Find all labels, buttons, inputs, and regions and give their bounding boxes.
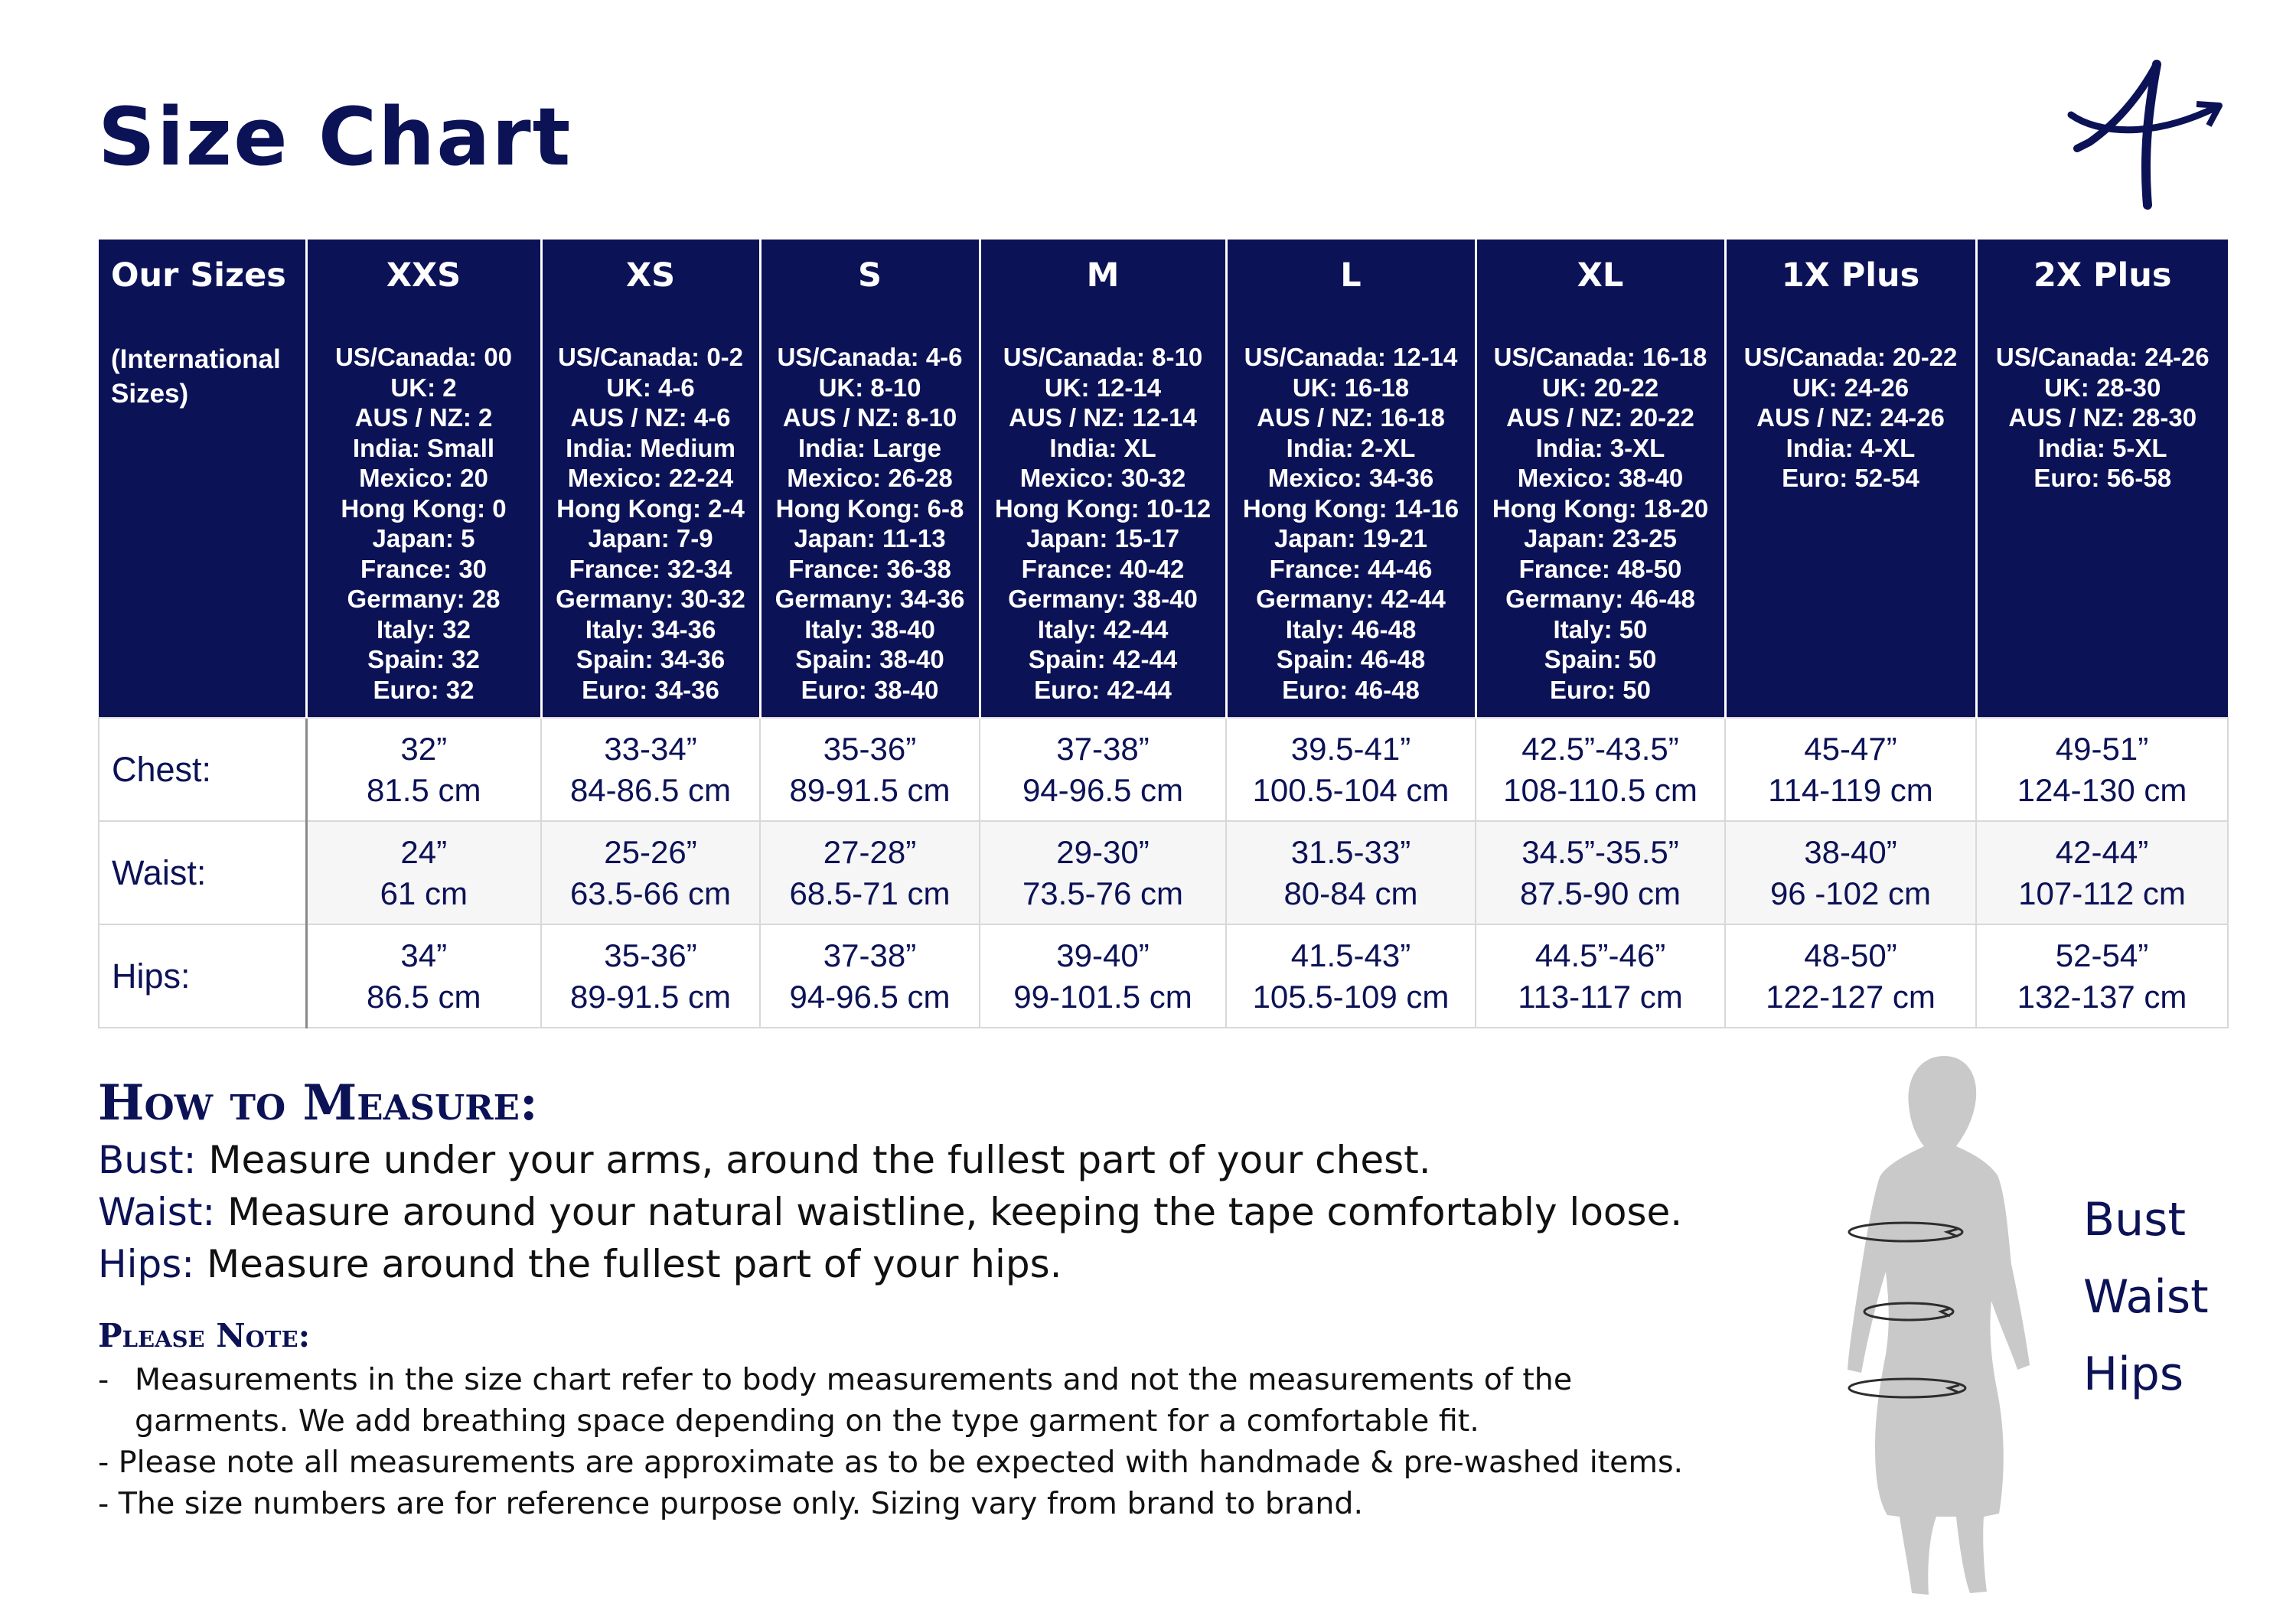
inch-value: 34.5”-35.5” — [1521, 833, 1679, 870]
size-name: S — [858, 256, 882, 295]
international-size-item: France: 30 — [360, 554, 488, 583]
inch-value: 45-47” — [1804, 730, 1897, 767]
please-note-heading: Please Note: — [98, 1317, 311, 1354]
international-size-item: Mexico: 30-32 — [1019, 464, 1186, 492]
waist-text: Measure around your natural waistline, keeping the tape comfortably loose. — [215, 1190, 1683, 1234]
international-size-item: US/Canada: 12-14 — [1244, 343, 1458, 371]
international-size-list — [762, 342, 979, 705]
measurement-rows — [99, 718, 2228, 1028]
international-size-item: India: 5-XL — [2037, 433, 2167, 462]
inch-value: 44.5”-46” — [1534, 937, 1666, 973]
international-size-item: France: 32-34 — [569, 554, 732, 583]
measurement-cell — [306, 924, 541, 1028]
international-size-item: Euro: 42-44 — [1034, 675, 1172, 704]
international-size-item: India: Medium — [566, 433, 735, 462]
cm-value: 114-119 cm — [1768, 771, 1933, 808]
international-size-item: Euro: 46-48 — [1282, 675, 1420, 704]
size-column-header — [306, 240, 541, 718]
international-size-item: Euro: 32 — [373, 675, 475, 704]
international-size-item: India: Small — [352, 433, 495, 462]
international-size-item: Italy: 32 — [377, 614, 471, 644]
international-size-item: Euro: 34-36 — [582, 675, 719, 704]
international-size-item: Germany: 42-44 — [1256, 585, 1446, 613]
cm-value: 132-137 cm — [2017, 978, 2187, 1015]
measurement-cell — [1476, 924, 1725, 1028]
measurement-cell — [980, 718, 1226, 821]
international-size-item: UK: 4-6 — [606, 373, 695, 402]
hips-text: Measure around the fullest part of your hips. — [194, 1242, 1062, 1286]
international-size-list — [1978, 342, 2229, 494]
cm-value: 99-101.5 cm — [1013, 978, 1192, 1015]
measurement-cell — [1725, 821, 1976, 924]
how-to-measure-section — [98, 1073, 1858, 1524]
international-size-item: India: XL — [1049, 433, 1156, 462]
note-item — [98, 1359, 1858, 1442]
international-size-item: US/Canada: 00 — [334, 343, 513, 371]
measurement-cell — [1226, 821, 1476, 924]
size-table — [98, 240, 2229, 1028]
hips-term: Hips: — [98, 1242, 195, 1286]
international-size-item: US/Canada: 8-10 — [1003, 343, 1203, 371]
bust-text: Measure under your arms, around the fullest part of your chest. — [196, 1138, 1431, 1182]
international-size-item: UK: 8-10 — [818, 373, 921, 402]
size-column-header — [1476, 240, 1725, 718]
brand-logo-icon — [2066, 60, 2227, 213]
international-size-item: Spain: 50 — [1544, 645, 1657, 673]
international-size-item: Japan: 15-17 — [1026, 524, 1179, 552]
size-column-header — [1725, 240, 1976, 718]
international-size-item: France: 44-46 — [1269, 554, 1433, 583]
size-name: 2X Plus — [2033, 256, 2172, 295]
international-size-item: AUS / NZ: 16-18 — [1257, 403, 1445, 432]
international-size-list — [308, 342, 540, 705]
inch-value: 37-38” — [823, 937, 917, 973]
international-size-item: Hong Kong: 14-16 — [1242, 494, 1459, 523]
international-size-item: UK: 20-22 — [1541, 373, 1659, 402]
cm-value: 86.5 cm — [367, 978, 481, 1015]
inch-value: 49-51” — [2055, 730, 2149, 767]
waist-instruction — [98, 1186, 1858, 1238]
international-size-item: UK: 16-18 — [1292, 373, 1410, 402]
inch-value: 41.5-43” — [1290, 937, 1411, 973]
size-name: XS — [625, 256, 676, 295]
international-size-list — [1727, 342, 1975, 494]
bust-term: Bust: — [98, 1138, 197, 1182]
cm-value: 94-96.5 cm — [789, 978, 951, 1015]
international-size-item: AUS / NZ: 20-22 — [1506, 403, 1694, 432]
international-size-list — [1477, 342, 1724, 705]
international-size-item: UK: 24-26 — [1792, 373, 1910, 402]
international-size-item: Hong Kong: 6-8 — [775, 494, 964, 523]
measurement-label: Hips: — [99, 924, 306, 1028]
international-size-item: Japan: 23-25 — [1524, 524, 1677, 552]
international-size-item: Italy: 42-44 — [1037, 614, 1169, 644]
international-size-item: AUS / NZ: 28-30 — [2008, 403, 2197, 432]
international-size-item: Germany: 30-32 — [556, 585, 745, 613]
international-size-item: UK: 2 — [390, 373, 457, 402]
size-name: XXS — [386, 256, 461, 295]
waist-term: Waist: — [98, 1190, 216, 1234]
measurement-cell — [1976, 821, 2228, 924]
inch-value: 38-40” — [1804, 833, 1897, 870]
please-note-list — [98, 1359, 1858, 1524]
international-size-list — [1228, 342, 1475, 705]
international-size-item: Mexico: 38-40 — [1517, 464, 1684, 492]
international-size-item: Italy: 46-48 — [1285, 614, 1417, 644]
cm-value: 81.5 cm — [367, 771, 481, 808]
bust-label: Bust — [2083, 1193, 2186, 1247]
international-size-item: France: 40-42 — [1021, 554, 1185, 583]
cm-value: 96 -102 cm — [1769, 875, 1932, 911]
size-name: L — [1340, 256, 1362, 295]
international-size-item: US/Canada: 16-18 — [1493, 343, 1707, 371]
cm-value: 89-91.5 cm — [569, 978, 732, 1015]
international-size-item: AUS / NZ: 24-26 — [1756, 403, 1945, 432]
international-size-item: US/Canada: 24-26 — [1995, 343, 2210, 371]
measurement-cell — [760, 821, 980, 924]
measurement-cell — [541, 924, 760, 1028]
body-silhouette-figure — [1829, 1048, 2059, 1599]
cm-value: 63.5-66 cm — [569, 875, 732, 911]
cm-value: 105.5-109 cm — [1252, 978, 1450, 1015]
international-size-item: Hong Kong: 10-12 — [994, 494, 1212, 523]
inch-value: 39-40” — [1056, 937, 1150, 973]
international-size-item: Japan: 11-13 — [794, 524, 946, 552]
measurement-cell — [1725, 924, 1976, 1028]
international-size-item: Hong Kong: 18-20 — [1492, 494, 1709, 523]
measurement-cell — [306, 718, 541, 821]
international-size-item: Japan: 19-21 — [1274, 524, 1427, 552]
inch-value: 42.5”-43.5” — [1521, 730, 1679, 767]
international-size-item: Italy: 50 — [1553, 614, 1648, 644]
cm-value: 94-96.5 cm — [1022, 771, 1184, 808]
waist-label: Waist — [2083, 1270, 2209, 1324]
size-name: 1X Plus — [1781, 256, 1920, 295]
international-size-item: US/Canada: 0-2 — [557, 343, 744, 371]
measurement-row — [99, 718, 2228, 821]
size-header-row — [99, 240, 2228, 718]
international-size-item: India: 2-XL — [1286, 433, 1416, 462]
size-column-header — [1226, 240, 1476, 718]
international-size-item: Euro: 38-40 — [801, 675, 939, 704]
size-name: XL — [1577, 256, 1624, 295]
inch-value: 48-50” — [1804, 937, 1897, 973]
international-size-item: Italy: 38-40 — [804, 614, 935, 644]
international-size-item: France: 48-50 — [1518, 554, 1682, 583]
hips-label: Hips — [2083, 1348, 2184, 1401]
inch-value: 24” — [400, 833, 448, 870]
international-size-item: AUS / NZ: 12-14 — [1009, 403, 1197, 432]
international-size-item: UK: 28-30 — [2044, 373, 2161, 402]
international-size-item: UK: 12-14 — [1044, 373, 1162, 402]
international-size-item: Japan: 5 — [372, 524, 475, 552]
international-size-item: Spain: 38-40 — [795, 645, 944, 673]
measurement-cell — [980, 924, 1226, 1028]
cm-value: 89-91.5 cm — [789, 771, 951, 808]
international-size-item: Euro: 52-54 — [1782, 464, 1919, 492]
international-size-item: India: 3-XL — [1535, 433, 1665, 462]
international-size-item: Germany: 28 — [347, 585, 501, 613]
size-column-header — [1976, 240, 2228, 718]
measurement-cell — [1976, 924, 2228, 1028]
inch-value: 37-38” — [1056, 730, 1150, 767]
inch-value: 33-34” — [604, 730, 697, 767]
measurement-label: Chest: — [99, 718, 306, 821]
measurement-cell — [760, 718, 980, 821]
body-measure-labels — [2083, 1189, 2209, 1421]
size-name: M — [1086, 256, 1120, 295]
page-title: Size Chart — [98, 90, 572, 184]
cm-value: 107-112 cm — [2018, 875, 2186, 911]
measurement-cell — [306, 821, 541, 924]
international-size-item: Spain: 34-36 — [576, 645, 726, 673]
measurement-cell — [1476, 821, 1725, 924]
measurement-cell — [760, 924, 980, 1028]
international-size-item: AUS / NZ: 8-10 — [782, 403, 957, 432]
measurement-cell — [1226, 718, 1476, 821]
hips-instruction — [98, 1238, 1858, 1290]
international-size-item: Mexico: 26-28 — [787, 464, 953, 492]
international-size-item: Euro: 56-58 — [2033, 464, 2172, 492]
international-size-item: Mexico: 22-24 — [567, 464, 734, 492]
international-size-item: US/Canada: 4-6 — [777, 343, 963, 371]
cm-value: 80-84 cm — [1283, 875, 1418, 911]
international-size-item: France: 36-38 — [788, 554, 951, 583]
international-size-item: AUS / NZ: 4-6 — [570, 403, 731, 432]
header-label-cell — [99, 240, 306, 718]
how-to-measure-heading: How to Measure: — [98, 1074, 538, 1132]
inch-value: 52-54” — [2055, 937, 2149, 973]
international-size-item: India: Large — [797, 433, 942, 462]
international-size-item: Spain: 32 — [367, 645, 480, 673]
note-item: - The size numbers are for reference purpose only. Sizing vary from brand to brand. — [98, 1486, 1364, 1521]
international-sizes-label: (International Sizes) — [111, 344, 281, 409]
cm-value: 61 cm — [380, 875, 468, 911]
cm-value: 87.5-90 cm — [1519, 875, 1681, 911]
international-size-list — [543, 342, 759, 705]
international-size-item: AUS / NZ: 2 — [354, 403, 493, 432]
international-size-item: Euro: 50 — [1549, 675, 1652, 704]
international-size-item: India: 4-XL — [1786, 433, 1916, 462]
measurement-cell — [541, 718, 760, 821]
inch-value: 34” — [400, 937, 448, 973]
cm-value: 124-130 cm — [2017, 771, 2187, 808]
inch-value: 25-26” — [604, 833, 697, 870]
inch-value: 29-30” — [1056, 833, 1150, 870]
our-sizes-label: Our Sizes — [111, 256, 286, 295]
international-size-item: Mexico: 34-36 — [1267, 464, 1434, 492]
bust-instruction — [98, 1134, 1858, 1186]
international-size-item: Spain: 42-44 — [1028, 645, 1178, 673]
inch-value: 42-44” — [2055, 833, 2149, 870]
cm-value: 84-86.5 cm — [569, 771, 732, 808]
measurement-cell — [1725, 718, 1976, 821]
measurement-row — [99, 821, 2228, 924]
international-size-item: Hong Kong: 0 — [341, 494, 507, 523]
note-line: garments. We add breathing space depending on the type garment for a comfortable fit. — [135, 1403, 1479, 1439]
size-column-header — [980, 240, 1226, 718]
cm-value: 68.5-71 cm — [789, 875, 951, 911]
international-size-item: Mexico: 20 — [359, 464, 488, 492]
cm-value: 73.5-76 cm — [1022, 875, 1184, 911]
inch-value: 39.5-41” — [1290, 730, 1411, 767]
measurement-cell — [1226, 924, 1476, 1028]
cm-value: 113-117 cm — [1518, 978, 1683, 1015]
inch-value: 31.5-33” — [1290, 833, 1411, 870]
inch-value: 35-36” — [604, 937, 697, 973]
inch-value: 27-28” — [823, 833, 917, 870]
international-size-item: Germany: 34-36 — [775, 585, 965, 613]
cm-value: 122-127 cm — [1766, 978, 1936, 1015]
size-column-header — [541, 240, 760, 718]
measurement-row — [99, 924, 2228, 1028]
measurement-label: Waist: — [99, 821, 306, 924]
international-size-item: Hong Kong: 2-4 — [556, 494, 745, 523]
international-size-item: Spain: 46-48 — [1276, 645, 1426, 673]
note-dash: - — [98, 1362, 109, 1397]
inch-value: 32” — [400, 730, 448, 767]
measurement-cell — [541, 821, 760, 924]
measurement-cell — [1976, 718, 2228, 821]
international-size-item: Italy: 34-36 — [585, 614, 716, 644]
note-line: Measurements in the size chart refer to body measurements and not the measurements of the — [135, 1362, 1573, 1397]
measurement-cell — [980, 821, 1226, 924]
international-size-item: Germany: 38-40 — [1008, 585, 1198, 613]
inch-value: 35-36” — [823, 730, 917, 767]
international-size-item: Germany: 46-48 — [1505, 585, 1695, 613]
measurement-cell — [1476, 718, 1725, 821]
note-item: - Please note all measurements are approximate as to be expected with handmade & pre-washed items. — [98, 1445, 1684, 1480]
cm-value: 100.5-104 cm — [1252, 771, 1450, 808]
international-size-item: US/Canada: 20-22 — [1743, 343, 1958, 371]
international-size-list — [981, 342, 1225, 705]
size-column-header — [760, 240, 980, 718]
international-size-item: Japan: 7-9 — [588, 524, 713, 552]
cm-value: 108-110.5 cm — [1503, 771, 1698, 808]
